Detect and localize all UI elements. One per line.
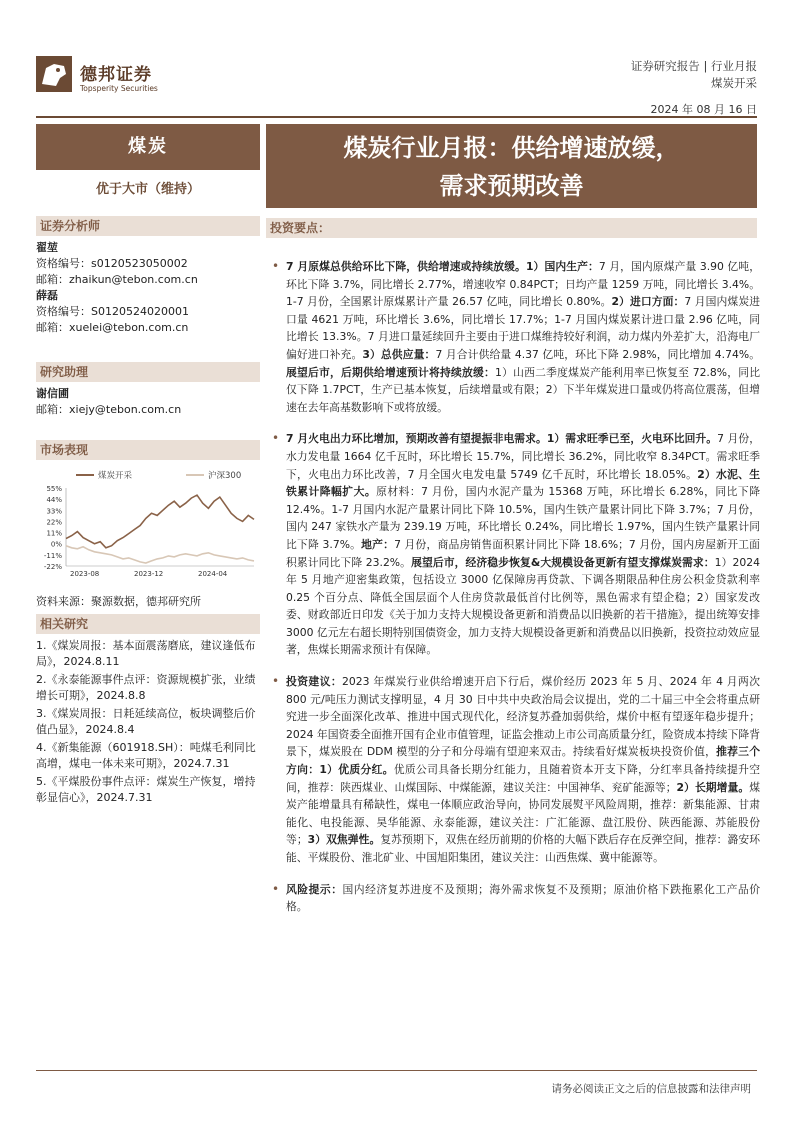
report-date: 2024 年 08 月 16 日	[650, 103, 757, 116]
point-sub-head: 3）双焦弹性。	[307, 833, 381, 847]
related-list	[36, 638, 260, 806]
point-text: 优质公司具备长期分红能力，且随着资本开支下降，分红率具备持续提升空间，推荐：陕西煤业、山煤国际、中煤能源，建议关注：中国神华、兖矿能源等；	[286, 763, 761, 794]
analyst-email[interactable]: 邮箱：zhaikun@tebon.com.cn	[36, 273, 198, 286]
y-tick-label: -11%	[43, 551, 62, 560]
title-line-1: 煤炭行业月报：供给增速放缓，	[343, 134, 680, 162]
related-item[interactable]: 5.《平煤股份事件点评：煤炭生产恢复，增持彰显信心》，2024.7.31	[36, 775, 256, 804]
analyst-heading: 证券分析师	[36, 216, 260, 236]
point-lead: 风险提示：	[286, 882, 343, 896]
point-lead: 投资建议：	[286, 675, 343, 689]
point-lead: 7 月原煤总供给环比下降，供给增速或持续放缓。	[286, 260, 526, 273]
point-demand	[272, 430, 760, 659]
y-tick-label: -22%	[43, 563, 62, 571]
series-line	[66, 546, 254, 563]
series-line	[66, 495, 254, 548]
legend-label: 沪深300	[208, 471, 242, 481]
title-line-2: 需求预期改善	[439, 172, 584, 200]
point-text: 1）山西二季度煤炭产能利用率已恢复至 72.8%，同比仅下降 1.7PCT，生产已基本恢复，后续增量或有限；2）下半年煤炭进口量或仍将高位震荡，但增速在去年高基数影响下或将放缓。	[286, 365, 760, 414]
x-tick-label: 2023-08	[70, 570, 100, 578]
analyst-email[interactable]: 邮箱：xuelei@tebon.com.cn	[36, 321, 189, 334]
logo-en: Topsperity Securities	[80, 84, 158, 93]
point-lead: 7 月火电出力环比增加，预期改善有望提振非电需求。	[286, 432, 547, 446]
related-item[interactable]: 4.《新集能源（601918.SH）：吨煤毛利同比高增，煤电一体未来可期》，2024.7.31	[36, 741, 256, 770]
related-heading: 相关研究	[36, 614, 260, 634]
point-sub-head: 展望后市，后期供给增速预计将持续放缓：	[286, 365, 495, 379]
point-supply	[272, 258, 760, 416]
point-text: 7 月，国内原煤产量 3.90 亿吨，环比下降 3.7%，同比增长 2.77%，增速收窄 0.84PCT；日均产量 1259 万吨，同比增长 3.4%。1-7 月份，全国累计原煤累计产量 26.57 亿吨，同比增长 0.80%。	[286, 260, 760, 309]
y-tick-label: 44%	[46, 496, 62, 505]
market-heading: 市场表现	[36, 440, 260, 460]
y-tick-label: 22%	[46, 518, 62, 527]
point-text: 国内经济复苏进度不及预期；海外需求恢复不及预期；原油价格下跌拖累化工产品价格。	[286, 882, 761, 914]
y-tick-label: 0%	[50, 540, 62, 549]
point-text: 复苏预期下，双焦在经历前期的价格的大幅下跌后存在反弹空间，推荐：潞安环能、平煤股份、淮北矿业、中国旭阳集团，建议关注：山西焦煤、冀中能源等。	[286, 833, 761, 864]
point-sub-head: 2）长期增量。	[676, 780, 750, 794]
analyst-cert: 资格编号：s0120523050002	[36, 257, 188, 270]
analyst-list	[36, 240, 260, 336]
report-meta	[631, 58, 757, 92]
company-logo	[36, 50, 246, 100]
x-tick-label: 2023-12	[134, 570, 164, 578]
footer-divider	[36, 1070, 757, 1071]
key-points-body	[272, 258, 760, 916]
page-title	[266, 124, 757, 208]
point-sub-head: 展望后市，经济稳步恢复&大规模设备更新有望支撑煤炭需求：	[411, 555, 715, 569]
rating-label: 优于大市（维持）	[95, 182, 200, 197]
point-sub-head: 地产：	[361, 537, 395, 551]
analyst-cert: 资格编号：S0120524020001	[36, 305, 189, 318]
point-sub-head: 推荐三个方向：	[286, 745, 760, 777]
sector-label: 煤炭	[36, 124, 260, 170]
point-text: 7 月份，商品房销售面积累计同比下降 18.6%；7 月份，国内房屋新开工面积累计同比下降 23.2%。	[286, 537, 760, 569]
point-sub-head: 1）优质分红。	[319, 763, 394, 777]
assistant-block	[36, 386, 260, 418]
point-text: 1）2024 年 5 月地产迎密集政策，包括设立 3000 亿保障房再贷款、下调各期限品种住房公积金贷款利率 0.25 个百分点、降低全国层面个人住房贷款最低首付比例等，黑色需求有望企稳；2）国家发改委、财政部近日印发《关于加力支持大规模设备更新和消费品以旧换新的若干措施》，提出统筹安排 3000 亿元左右超长期特别国债资金，加力支持大规模设备更新和消费品以旧换新，投资拉动效应显著，焦煤长期需求预计有保障。	[286, 555, 760, 657]
chart-source: 资料来源：聚源数据，德邦研究所	[36, 595, 201, 608]
point-risk	[272, 881, 760, 916]
point-sub-head: 1）国内生产：	[525, 260, 599, 273]
header-divider	[36, 116, 757, 118]
logo-cn: 德邦证券	[80, 65, 152, 85]
y-tick-label: 55%	[46, 485, 62, 493]
related-item[interactable]: 1.《煤炭周报：基本面震荡磨底，建议逢低布局》，2024.8.11	[36, 639, 256, 668]
y-tick-label: 33%	[46, 507, 62, 516]
related-item[interactable]: 3.《煤炭周报：日耗延续高位，板块调整后价值凸显》，2024.8.4	[36, 707, 256, 736]
point-sub-head: 1）需求旺季已至，火电环比回升。	[546, 432, 718, 446]
industry-tag: 煤炭开采	[711, 76, 757, 90]
x-tick-label: 2024-04	[198, 570, 228, 578]
analyst-name: 翟堃	[36, 241, 58, 254]
point-sub-head: 3）总供应量：	[362, 347, 436, 361]
y-tick-label: 11%	[46, 529, 62, 538]
point-text: 7 月合计供给量 4.37 亿吨，环比下降 2.98%，同比增加 4.74%。	[435, 347, 761, 361]
analyst-name: 薛磊	[36, 289, 58, 302]
point-text: 煤炭产能增量具有稀缺性，煤电一体顺应政治导向，协同发展熨平风险周期，推荐：新集能源、甘肃能化、电投能源、昊华能源、永泰能源，建议关注：广汇能源、盘江股份、陕西能源、苏能股份等；	[286, 780, 761, 847]
assistant-name: 谢信圃	[36, 387, 69, 400]
assistant-email[interactable]: 邮箱：xiejy@tebon.com.cn	[36, 403, 182, 416]
legend-label: 煤炭开采	[98, 471, 133, 481]
footer-disclaimer[interactable]: 请务必阅读正文之后的信息披露和法律声明	[551, 1083, 751, 1095]
point-sub-head: 2）水泥、生铁累计降幅扩大。	[286, 467, 760, 499]
key-points-heading: 投资要点：	[266, 218, 757, 238]
assistant-heading: 研究助理	[36, 362, 260, 382]
point-text: 7 月国内煤炭进口量 4621 万吨，环比增长 3.6%，同比增长 17.7%；1-7 月国内煤炭累计进口量 2.96 亿吨，同比增长 13.3%。7 月进口量延续回升主要由于进口煤维持较好利润，动力煤内外差扩大，沿海电厂偏好进口补充。	[286, 295, 760, 361]
point-text: 7 月份，水力发电量 1664 亿千瓦时，环比增长 15.7%，同比增长 36.2%，同比收窄 8.34PCT。需求旺季下，火电出力环比改善，7 月全国火电发电量 5749 亿千瓦时，环比增长 18.05%。	[286, 432, 760, 481]
related-item[interactable]: 2.《永泰能源事件点评：资源规模扩张，业绩增长可期》，2024.8.8	[36, 673, 256, 702]
point-text: 原材料：7 月份，国内水泥产量为 15368 万吨，环比增长 6.28%，同比下降 12.4%。1-7 月国内水泥产量累计同比下降 10.5%，国内生铁产量累计同比下降 3.7%；7 月份，国内 247 家铁水产量为 239.19 万吨，环比增长 0.24%，同比增长 1.97%，国内生铁产量累计同比下降 3.7%。	[286, 485, 760, 551]
point-investment	[272, 673, 760, 867]
point-sub-head: 2）进口方面：	[611, 295, 685, 309]
market-performance-chart	[36, 466, 260, 586]
report-type: 证券研究报告 | 行业月报	[630, 59, 757, 73]
point-text: 2023 年煤炭行业供给增速开启下行后，煤价经历 2023 年 5 月、2024 年 4 月两次 800 元/吨压力测试支撑明显，4 月 30 日中共中央政治局会议提出，党的二十届三中全会将重点研究进一步全面深化改革、推进中国式现代化，经济复苏叠加弱供给，煤价中枢有望逐年稳步提升；2024 年国资委全面推开国有企业市值管理，证监会推动上市公司高质量分红，险资成本持续下降背景下，煤炭股在 DDM 模型的分子和分母端有望迎来双击。持续看好煤炭板块投资价值，	[286, 675, 760, 759]
logo-icon	[36, 56, 72, 92]
